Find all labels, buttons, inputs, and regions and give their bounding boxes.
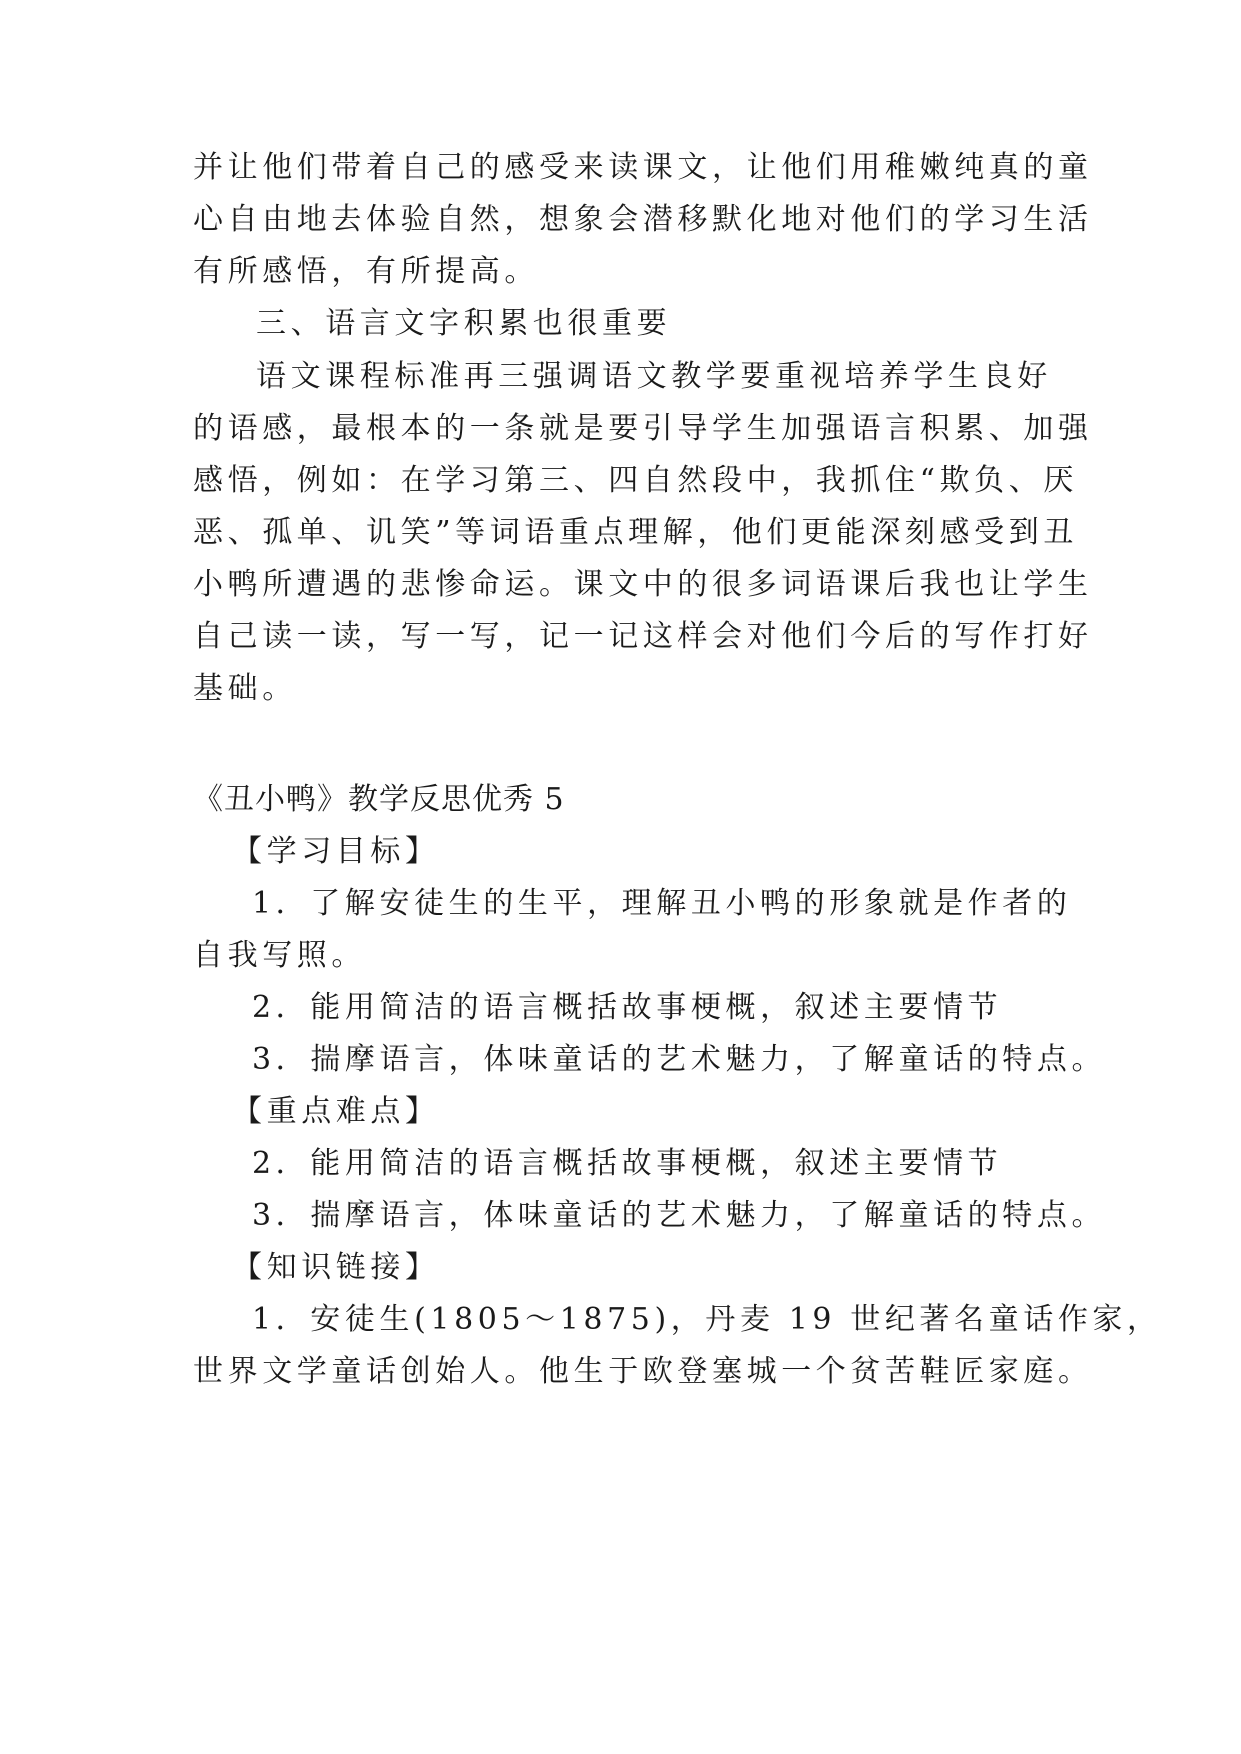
link-1-line-2: 世界文学童话创始人。他生于欧登塞城一个贫苦鞋匠家庭。 <box>193 1354 1093 1389</box>
goal-3: 3．揣摩语言，体味童话的艺术魅力，了解童话的特点。 <box>252 1042 1107 1077</box>
paragraph-3-line-6: 自己读一读，写一写，记一记这样会对他们今后的写作打好 <box>193 619 1093 654</box>
paragraph-3-line-1: 语文课程标准再三强调语文教学要重视培养学生良好 <box>256 359 1052 394</box>
paragraph-3-line-5: 小鸭所遭遇的悲惨命运。课文中的很多词语课后我也让学生 <box>193 567 1093 602</box>
goal-1-line-1: 1．了解安徒生的生平，理解丑小鸭的形象就是作者的 <box>252 886 1072 921</box>
heading-key-points: 【重点难点】 <box>232 1094 440 1129</box>
paragraph-3-line-3: 感悟，例如：在学习第三、四自然段中，我抓住“欺负、厌 <box>193 463 1078 498</box>
paragraph-3-line-4: 恶、孤单、讥笑”等词语重点理解，他们更能深刻感受到丑 <box>193 515 1078 550</box>
paragraph-1-line-1: 并让他们带着自己的感受来读课文，让他们用稚嫩纯真的童 <box>193 150 1093 185</box>
goal-2: 2．能用简洁的语言概括故事梗概，叙述主要情节 <box>252 990 1003 1025</box>
paragraph-3-line-2: 的语感，最根本的一条就是要引导学生加强语言积累、加强 <box>193 411 1093 446</box>
subheading-three: 三、语言文字积累也很重要 <box>256 306 672 341</box>
paragraph-1-line-2: 心自由地去体验自然，想象会潜移默化地对他们的学习生活 <box>193 202 1093 237</box>
section-title: 《丑小鸭》教学反思优秀 5 <box>193 782 565 817</box>
heading-learning-goals: 【学习目标】 <box>232 834 440 869</box>
paragraph-1-line-3: 有所感悟，有所提高。 <box>193 254 539 289</box>
key-point-2: 2．能用简洁的语言概括故事梗概，叙述主要情节 <box>252 1146 1003 1181</box>
key-point-3: 3．揣摩语言，体味童话的艺术魅力，了解童话的特点。 <box>252 1198 1107 1233</box>
heading-knowledge-links: 【知识链接】 <box>232 1250 440 1285</box>
paragraph-3-line-7: 基础。 <box>193 671 297 706</box>
goal-1-line-2: 自我写照。 <box>193 938 366 973</box>
link-1-line-1: 1．安徒生(1805～1875)，丹麦 19 世纪著名童话作家， <box>252 1302 1162 1337</box>
